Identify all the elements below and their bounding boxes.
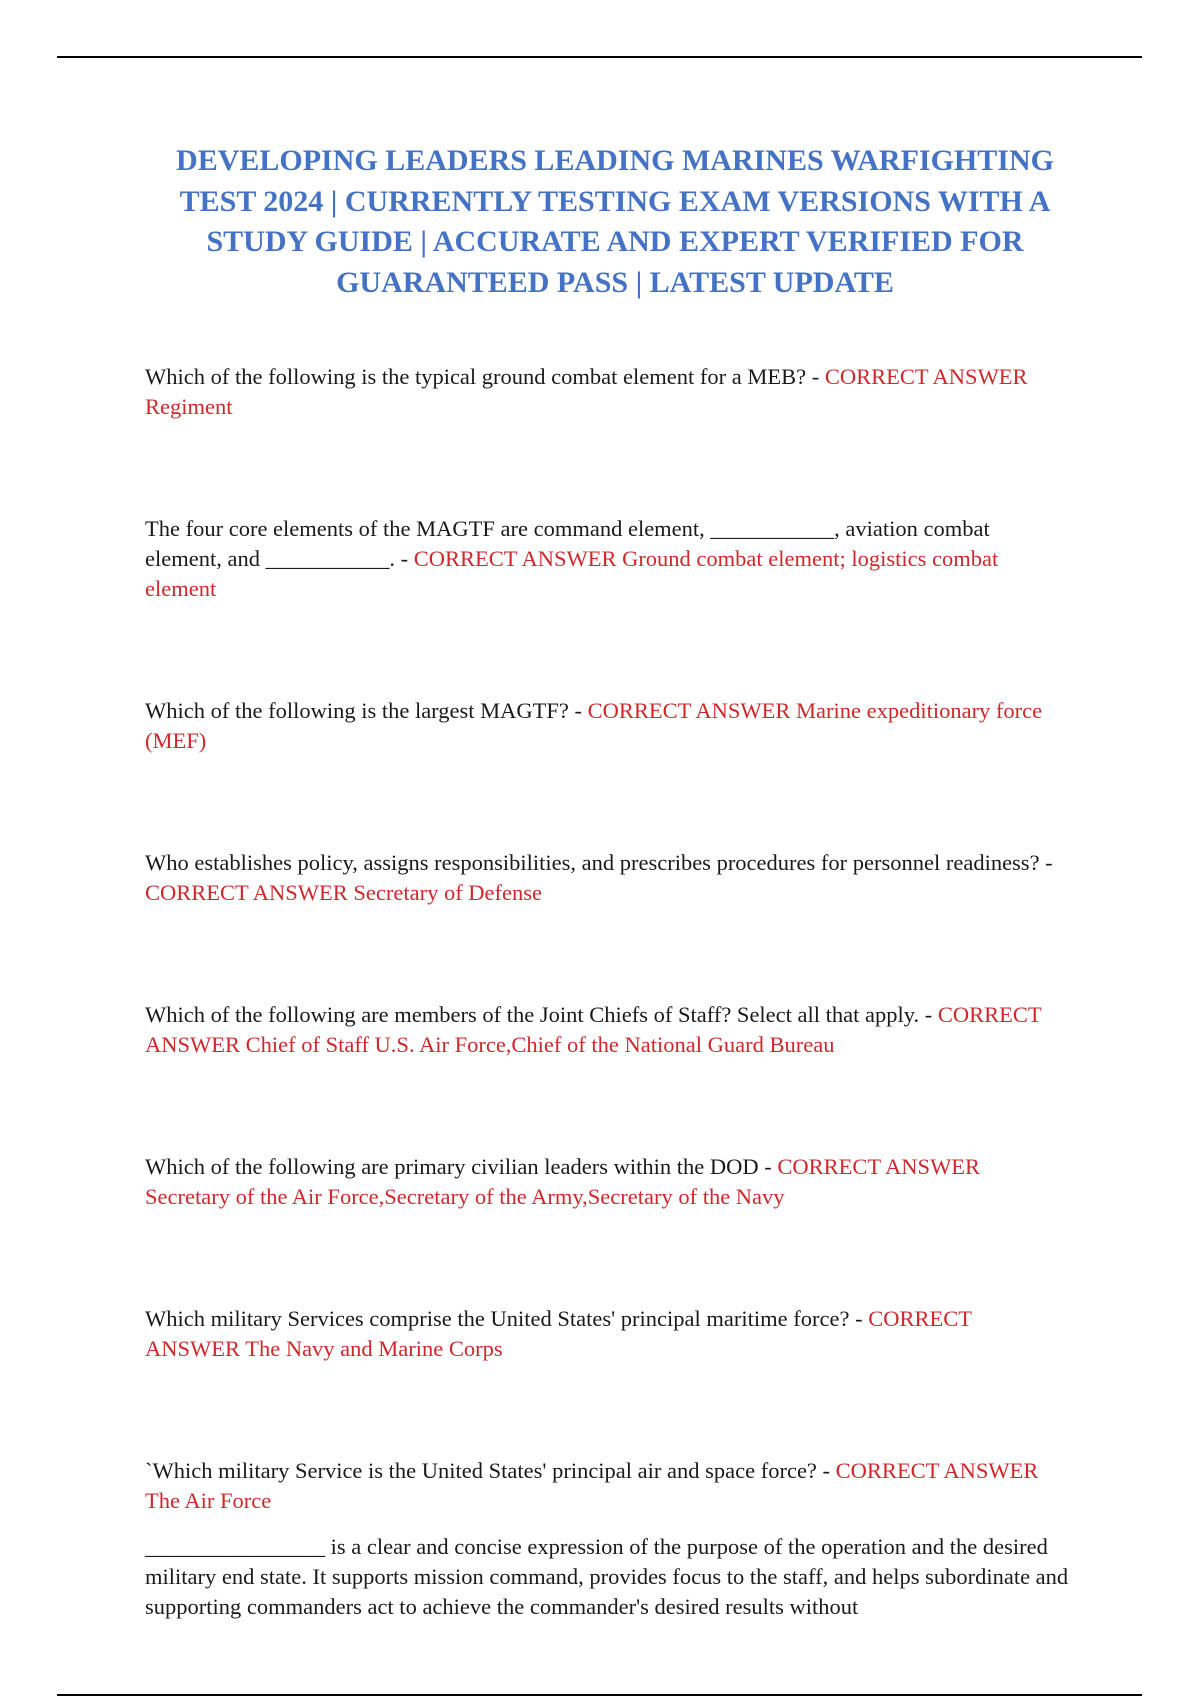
question-text: Which of the following is the largest MAGTF? - — [145, 698, 588, 723]
answer-text: CORRECT ANSWER Ground combat element; logistics combat element — [145, 546, 999, 601]
qa-item-5 — [145, 1000, 1070, 1060]
qa-item-7 — [145, 1304, 1070, 1364]
qa-item-2 — [145, 514, 1070, 604]
question-text: `Which military Service is the United States' principal air and space force? - — [145, 1458, 836, 1483]
question-text: Which of the following are members of the Joint Chiefs of Staff? Select all that apply. - — [145, 1002, 938, 1027]
answer-text: CORRECT ANSWER Marine expeditionary force (MEF) — [145, 698, 1043, 753]
answer-text: CORRECT ANSWER The Air Force — [145, 1458, 1039, 1513]
document-title: DEVELOPING LEADERS LEADING MARINES WARFIGHTING TEST 2024 | CURRENTLY TESTING EXAM VERSIONS WITH A STUDY GUIDE | ACCURATE AND EXPERT VERIFIED FOR GUARANTEED PASS | LATEST UPDATE — [176, 144, 1054, 299]
answer-text: CORRECT ANSWER Secretary of Defense — [145, 880, 543, 905]
footer-rule — [57, 1694, 1142, 1696]
qa-item-3 — [145, 696, 1070, 756]
answer-text: CORRECT ANSWER Chief of Staff U.S. Air Force,Chief of the National Guard Bureau — [145, 1002, 1042, 1057]
answer-text: CORRECT ANSWER The Navy and Marine Corps — [145, 1306, 972, 1361]
qa-item-8 — [145, 1456, 1070, 1516]
qa-item-1 — [145, 362, 1070, 422]
question-text: Which of the following is the typical ground combat element for a MEB? - — [145, 364, 825, 389]
question-text: The four core elements of the MAGTF are command element, ___________, aviation combat element, and ___________. - — [145, 516, 990, 571]
answer-text: CORRECT ANSWER Regiment — [145, 364, 1028, 419]
trailing-question: ________________ is a clear and concise expression of the purpose of the operation and the desired military end state. It supports mission command, provides focus to the staff, and helps subordinate and supporting commanders act to achieve the commander's desired results without — [145, 1534, 1069, 1619]
question-text: Which of the following are primary civilian leaders within the DOD - — [145, 1154, 778, 1179]
header-rule — [57, 56, 1142, 58]
qa-item-6 — [145, 1152, 1070, 1212]
question-text: Who establishes policy, assigns responsibilities, and prescribes procedures for personnel readiness? - — [145, 850, 1053, 875]
answer-text: CORRECT ANSWER Secretary of the Air Force,Secretary of the Army,Secretary of the Navy — [145, 1154, 981, 1209]
qa-item-4 — [145, 848, 1070, 908]
question-text: Which military Services comprise the United States' principal maritime force? - — [145, 1306, 869, 1331]
qa-list — [145, 362, 1070, 1638]
